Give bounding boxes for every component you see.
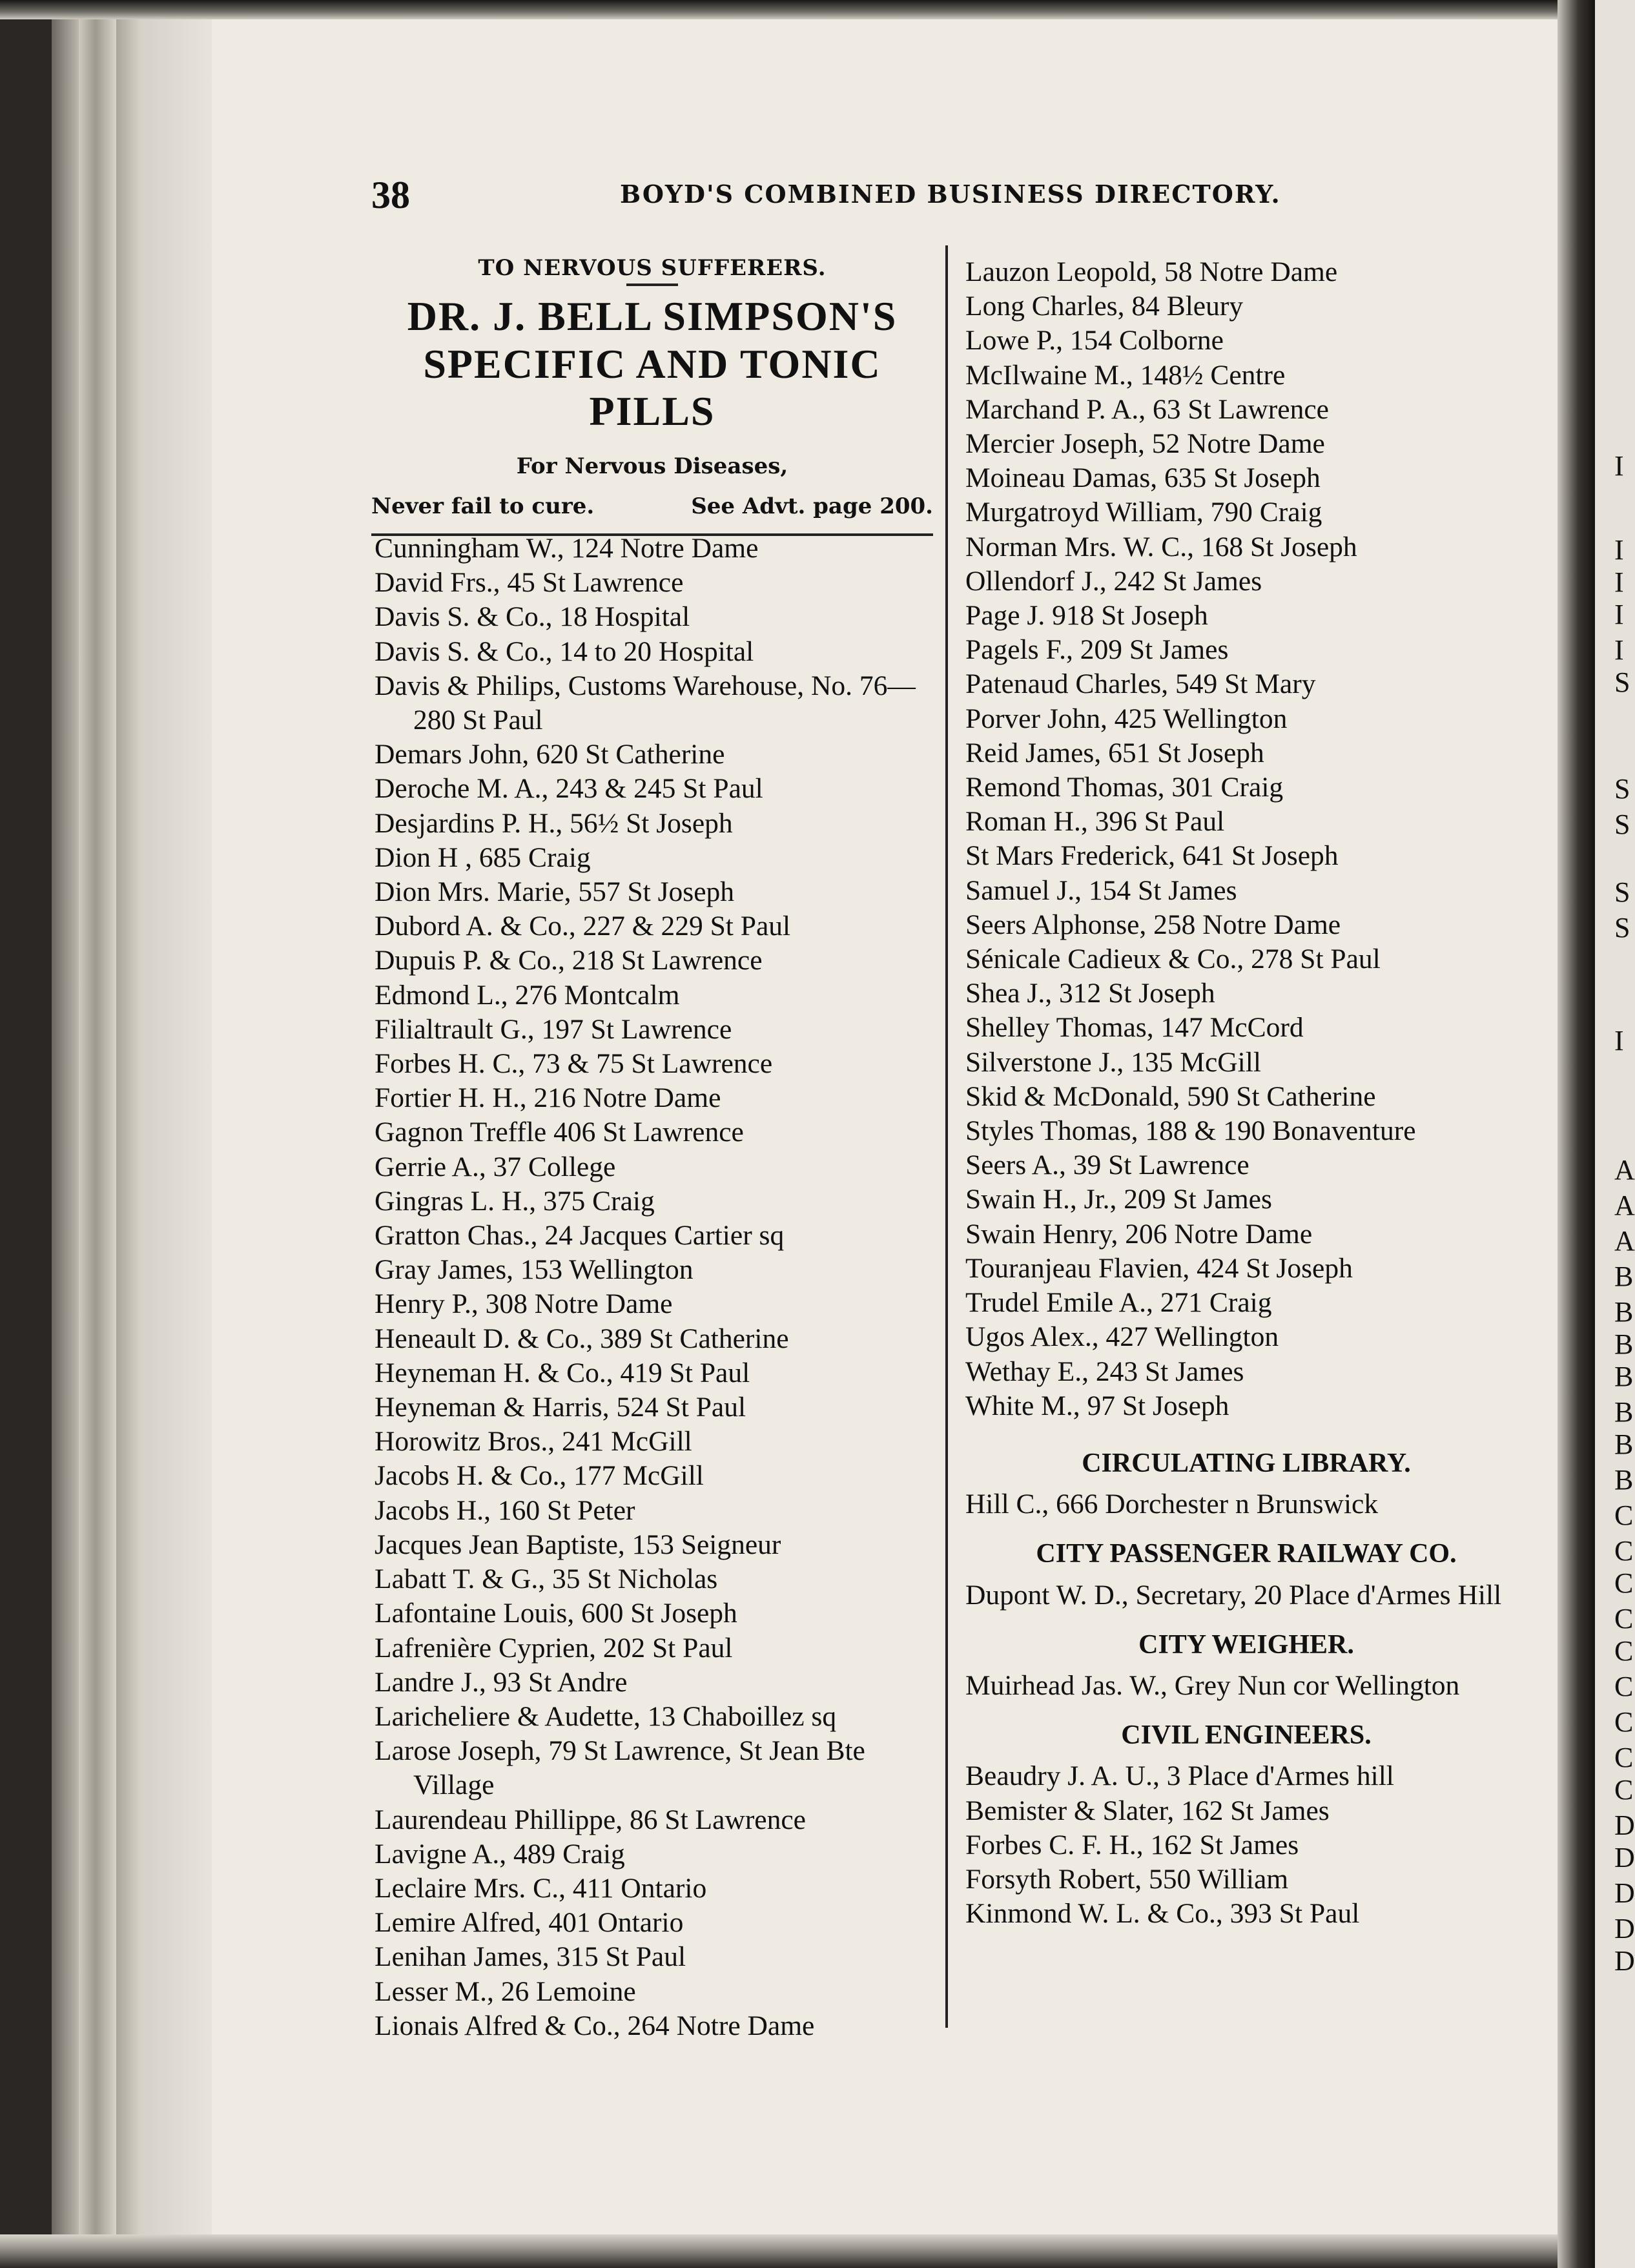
section-heading-circulating-library: CIRCULATING LIBRARY. [1082, 1448, 1411, 1478]
list-item: Landre J., 93 St Andre [375, 1666, 628, 1698]
short-rule [626, 284, 678, 286]
facing-page-letter: I [1614, 1025, 1624, 1057]
list-item: Dion H , 685 Craig [375, 841, 591, 873]
column-divider [945, 245, 948, 2028]
list-item: Demars John, 620 St Catherine [375, 739, 725, 770]
list-item: Silverstone J., 135 McGill [965, 1046, 1261, 1078]
facing-page-letter: B [1614, 1464, 1634, 1496]
facing-page-letter: S [1614, 912, 1630, 943]
list-item: Pagels F., 209 St James [965, 634, 1229, 666]
list-item: Muirhead Jas. W., Grey Nun cor Wellington [965, 1669, 1460, 1701]
facing-page-letter: B [1614, 1396, 1634, 1428]
page-number: 38 [371, 174, 410, 216]
facing-page-letter: C [1614, 1567, 1634, 1599]
list-item: Gratton Chas., 24 Jacques Cartier sq [375, 1220, 785, 1252]
section-heading-civil-engineers: CIVIL ENGINEERS. [1121, 1720, 1372, 1751]
list-item: Dupont W. D., Secretary, 20 Place d'Armes Hill [965, 1579, 1502, 1611]
list-item: Lafrenière Cyprien, 202 St Paul [375, 1632, 733, 1664]
list-item: Davis S. & Co., 14 to 20 Hospital [375, 635, 754, 667]
list-item: White M., 97 St Joseph [965, 1390, 1229, 1421]
list-item: Leclaire Mrs. C., 411 Ontario [375, 1872, 707, 1904]
list-item: Larose Joseph, 79 St Lawrence, St Jean Bte Village [375, 1735, 865, 1801]
list-item: Moineau Damas, 635 St Joseph [965, 462, 1321, 494]
list-item: Jacobs H. & Co., 177 McGill [375, 1460, 704, 1492]
list-item: Bemister & Slater, 162 St James [965, 1795, 1330, 1826]
facing-page-letter: I [1614, 566, 1624, 598]
list-item: Seers A., 39 St Lawrence [965, 1149, 1249, 1181]
list-item: Gerrie A., 37 College [375, 1151, 616, 1182]
list-item: Forbes C. F. H., 162 St James [965, 1829, 1299, 1861]
section-heading-city-passenger-railway: CITY PASSENGER RAILWAY CO. [1036, 1539, 1457, 1569]
list-item: Desjardins P. H., 56½ St Joseph [375, 807, 733, 839]
facing-page-letter: C [1614, 1635, 1634, 1667]
list-item: Lenihan James, 315 St Paul [375, 1941, 686, 1973]
ad-product-name: SPECIFIC AND TONIC PILLS [423, 340, 881, 435]
list-item: Sénicale Cadieux & Co., 278 St Paul [965, 943, 1381, 975]
list-item: Forbes H. C., 73 & 75 St Lawrence [375, 1048, 773, 1080]
list-item: David Frs., 45 St Lawrence [375, 567, 684, 599]
list-item: Henry P., 308 Notre Dame [375, 1288, 673, 1320]
facing-page-letter: D [1614, 1913, 1635, 1944]
list-item: Dubord A. & Co., 227 & 229 St Paul [375, 911, 791, 942]
facing-page-letter: B [1614, 1361, 1634, 1392]
facing-page-letter: B [1614, 1296, 1634, 1328]
list-item: Jacobs H., 160 St Peter [375, 1494, 635, 1526]
facing-page-letter: C [1614, 1774, 1634, 1806]
facing-page-letter: C [1614, 1535, 1634, 1567]
facing-page-letter: I [1614, 450, 1624, 482]
list-item: Dion Mrs. Marie, 557 St Joseph [375, 876, 735, 908]
gutter-shadow [1558, 0, 1595, 2268]
facing-page-letter: C [1614, 1706, 1634, 1738]
list-item: Patenaud Charles, 549 St Mary [965, 668, 1316, 700]
list-item: Heneault D. & Co., 389 St Catherine [375, 1323, 789, 1354]
list-item: Dupuis P. & Co., 218 St Lawrence [375, 945, 763, 976]
page-stack-edge [116, 13, 212, 2234]
list-item: Long Charles, 84 Bleury [965, 291, 1244, 322]
facing-page-letter: B [1614, 1428, 1634, 1460]
right-column-entries [965, 255, 1527, 1931]
facing-page-letter: A [1614, 1154, 1635, 1186]
list-item: Gray James, 153 Wellington [375, 1254, 694, 1286]
facing-page-letter: I [1614, 634, 1624, 666]
facing-page-letter: S [1614, 876, 1630, 908]
ad-heading: TO NERVOUS SUFFERERS. [478, 255, 827, 281]
list-item: Fortier H. H., 216 Notre Dame [375, 1082, 721, 1114]
list-item: Remond Thomas, 301 Craig [965, 772, 1284, 803]
list-item: Seers Alphonse, 258 Notre Dame [965, 909, 1341, 940]
list-item: Mercier Joseph, 52 Notre Dame [965, 428, 1325, 460]
page-stack-edge [52, 13, 79, 2234]
facing-page-letter: S [1614, 666, 1630, 698]
list-item: Jacques Jean Baptiste, 153 Seigneur [375, 1529, 781, 1560]
list-item: Lafontaine Louis, 600 St Joseph [375, 1598, 737, 1629]
facing-page-letter: D [1614, 1842, 1635, 1873]
facing-page-letter: B [1614, 1261, 1634, 1292]
list-item: Davis & Philips, Customs Warehouse, No. 76—280 St Paul [375, 670, 916, 736]
list-item: Trudel Emile A., 271 Craig [965, 1287, 1272, 1319]
book-spine-shadow [0, 0, 52, 2268]
facing-page-letter: C [1614, 1500, 1634, 1531]
page-stack-edge [79, 13, 116, 2234]
list-item: Heyneman H. & Co., 419 St Paul [375, 1357, 750, 1388]
facing-page-edge [1595, 0, 1635, 2268]
list-item: Norman Mrs. W. C., 168 St Joseph [965, 531, 1357, 562]
facing-page-letter: C [1614, 1603, 1634, 1634]
list-item: Heyneman & Harris, 524 St Paul [375, 1392, 746, 1423]
facing-page-letter: I [1614, 599, 1624, 630]
list-item: Ugos Alex., 427 Wellington [965, 1321, 1279, 1353]
list-item: Lionais Alfred & Co., 264 Notre Dame [375, 2010, 815, 2041]
facing-page-letter: D [1614, 1945, 1635, 1977]
list-item: Forsyth Robert, 550 William [965, 1863, 1289, 1895]
list-item: Deroche M. A., 243 & 245 St Paul [375, 773, 763, 805]
list-item: Shelley Thomas, 147 McCord [965, 1012, 1304, 1044]
list-item: Gagnon Treffle 406 St Lawrence [375, 1117, 744, 1148]
list-item: Labatt T. & G., 35 St Nicholas [375, 1563, 718, 1595]
list-item: Touranjeau Flavien, 424 St Joseph [965, 1252, 1353, 1284]
list-item: McIlwaine M., 148½ Centre [965, 359, 1286, 391]
facing-page-letter: D [1614, 1877, 1635, 1909]
list-item: Davis S. & Co., 18 Hospital [375, 601, 690, 633]
advertisement [371, 255, 933, 536]
list-item: Marchand P. A., 63 St Lawrence [965, 393, 1329, 425]
list-item: Porver John, 425 Wellington [965, 703, 1288, 734]
facing-page-letter: A [1614, 1225, 1635, 1257]
facing-page-letter: B [1614, 1328, 1634, 1360]
facing-page-letter: A [1614, 1190, 1635, 1221]
facing-page-letter: D [1614, 1809, 1635, 1841]
ad-doctor-name: DR. J. BELL SIMPSON'S [407, 293, 898, 339]
list-item: Horowitz Bros., 241 McGill [375, 1426, 692, 1458]
list-item: Murgatroyd William, 790 Craig [965, 497, 1322, 528]
facing-page-letter: I [1614, 534, 1624, 566]
list-item: Reid James, 651 St Joseph [965, 737, 1264, 768]
list-item: Laurendeau Phillippe, 86 St Lawrence [375, 1804, 806, 1835]
list-item: Gingras L. H., 375 Craig [375, 1185, 655, 1217]
facing-page-letter: S [1614, 809, 1630, 840]
running-head: BOYD'S COMBINED BUSINESS DIRECTORY. [620, 180, 1281, 209]
top-shadow [0, 0, 1635, 19]
ad-footer-row [371, 493, 933, 519]
list-item: Styles Thomas, 188 & 190 Bonaventure [965, 1115, 1416, 1147]
list-item: Hill C., 666 Dorchester n Brunswick [965, 1489, 1379, 1520]
list-item: Beaudry J. A. U., 3 Place d'Armes hill [965, 1760, 1394, 1792]
list-item: Laricheliere & Audette, 13 Chaboillez sq [375, 1700, 837, 1732]
list-item: Samuel J., 154 St James [965, 874, 1237, 906]
list-item: Roman H., 396 St Paul [965, 806, 1225, 838]
right-column-list [965, 255, 1527, 1423]
list-item: Kinmond W. L. & Co., 393 St Paul [965, 1898, 1360, 1930]
list-item: Ollendorf J., 242 St James [965, 565, 1262, 597]
list-item: Wethay E., 243 St James [965, 1356, 1244, 1387]
facing-page-letter: C [1614, 1671, 1634, 1702]
list-item: Page J. 918 St Joseph [965, 600, 1208, 632]
list-item: Edmond L., 276 Montcalm [375, 979, 680, 1011]
section-heading-city-weigher: CITY WEIGHER. [1138, 1629, 1354, 1660]
list-item: Shea J., 312 St Joseph [965, 978, 1215, 1009]
list-item: Lavigne A., 489 Craig [375, 1838, 625, 1870]
bottom-shadow [0, 2234, 1635, 2268]
left-column-entries [375, 531, 943, 2043]
facing-page-letter: S [1614, 773, 1630, 805]
ad-never-fail: Never fail to cure. [371, 493, 595, 519]
list-item: Lesser M., 26 Lemoine [375, 1975, 636, 2007]
list-item: Filialtrault G., 197 St Lawrence [375, 1013, 732, 1045]
facing-page-letter: C [1614, 1742, 1634, 1773]
list-item: Lowe P., 154 Colborne [965, 325, 1224, 356]
list-item: Swain Henry, 206 Notre Dame [965, 1218, 1313, 1250]
list-item: Lauzon Leopold, 58 Notre Dame [965, 256, 1338, 287]
list-item: Skid & McDonald, 590 St Catherine [965, 1080, 1376, 1112]
ad-see-advt: See Advt. page 200. [691, 493, 933, 519]
list-item: Cunningham W., 124 Notre Dame [375, 533, 759, 564]
ad-for-line: For Nervous Diseases, [516, 453, 788, 479]
list-item: Swain H., Jr., 209 St James [965, 1184, 1272, 1215]
list-item: Lemire Alfred, 401 Ontario [375, 1907, 684, 1939]
list-item: St Mars Frederick, 641 St Joseph [965, 840, 1339, 872]
